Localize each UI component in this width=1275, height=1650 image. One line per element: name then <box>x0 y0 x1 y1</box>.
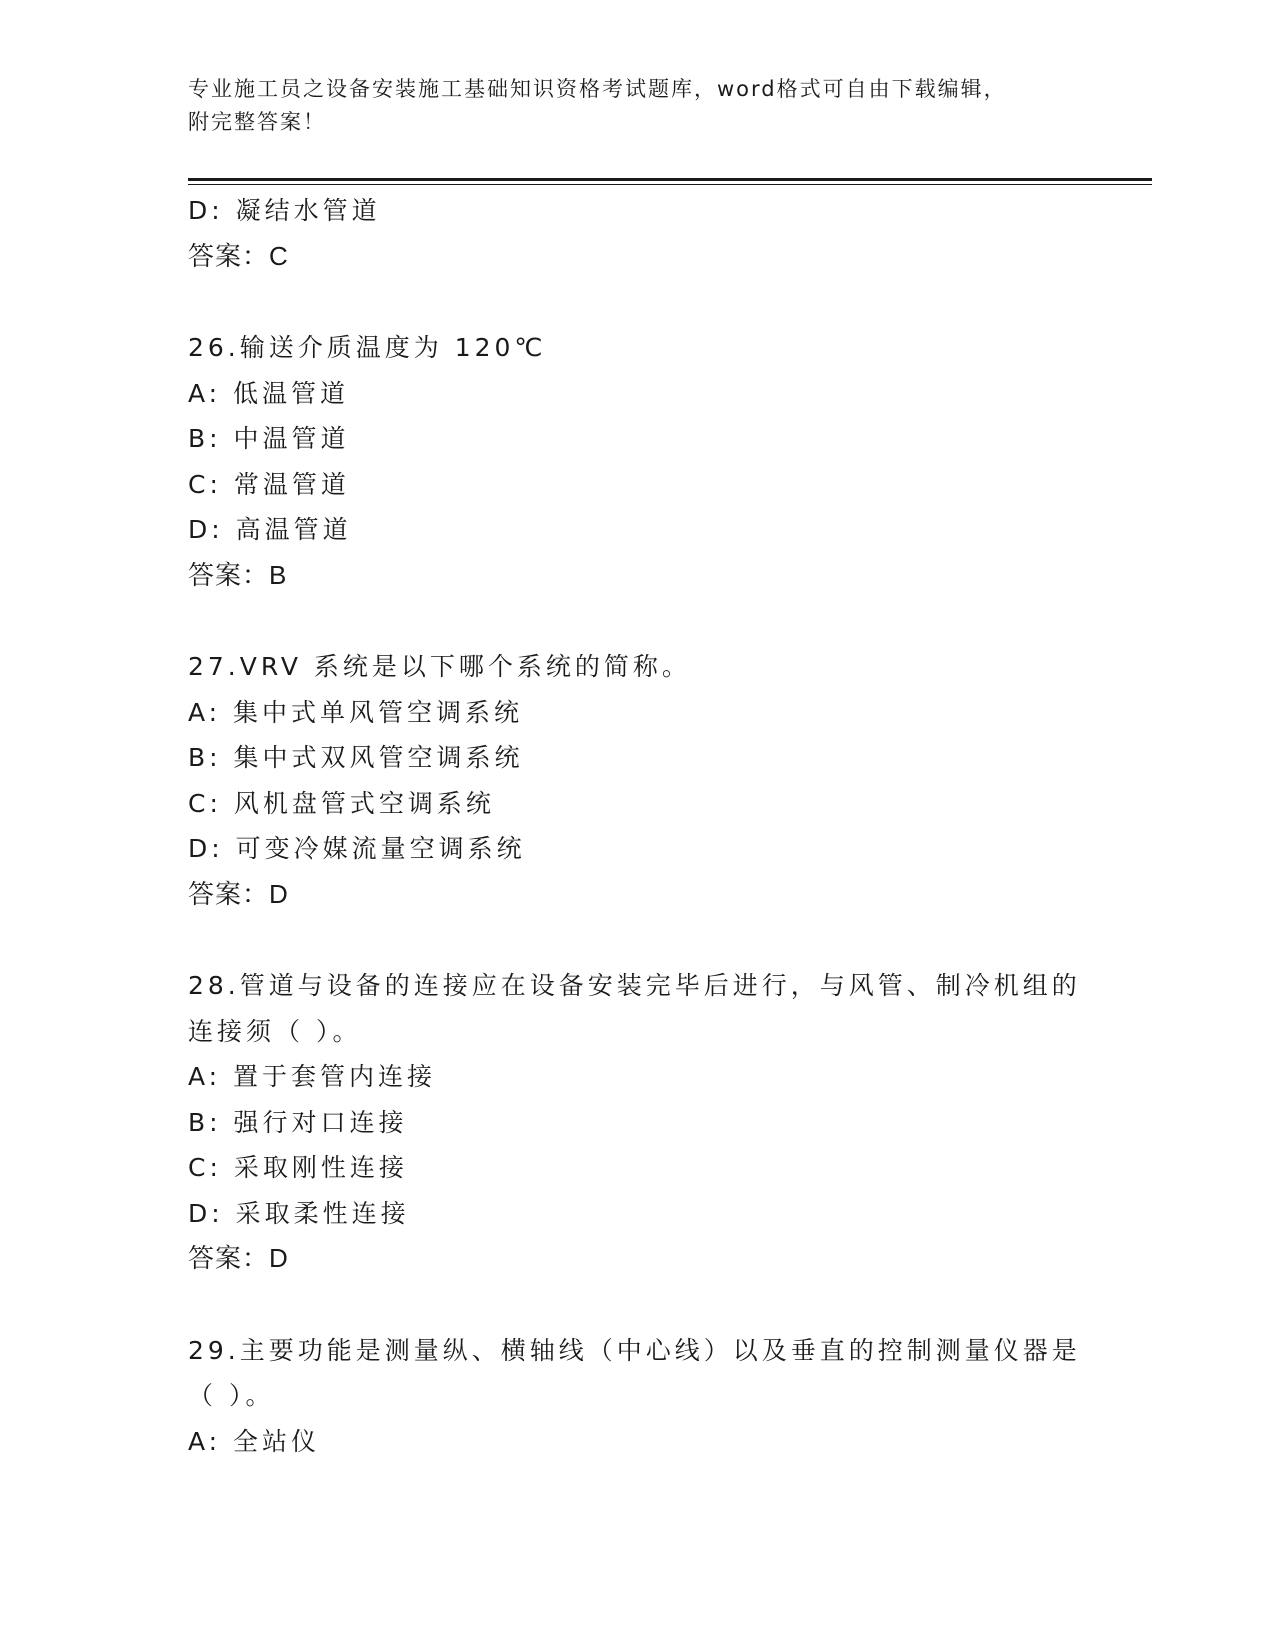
option-c: C: 采取刚性连接 <box>188 1153 408 1182</box>
document-header <box>188 73 1088 139</box>
question-text-line-1: 29.主要功能是测量纵、横轴线（中心线）以及垂直的控制测量仪器是 <box>188 1335 1081 1365</box>
question-block-27 <box>188 644 1088 917</box>
option-a: A: 低温管道 <box>188 378 350 408</box>
option-a: A: 全站仪 <box>188 1426 321 1456</box>
option-b: B: 集中式双风管空调系统 <box>188 743 524 772</box>
option-b: B: 强行对口连接 <box>188 1107 408 1137</box>
question-block-28 <box>188 963 1088 1282</box>
answer: 答案：B <box>188 559 288 590</box>
question-list <box>188 188 1088 1464</box>
question-text-line-2: （ ）。 <box>188 1381 275 1410</box>
header-line-1: 专业施工员之设备安装施工基础知识资格考试题库，word格式可自由下载编辑， <box>188 77 1007 101</box>
question-block-29 <box>188 1328 1088 1465</box>
question-text: 27.VRV 系统是以下哪个系统的简称。 <box>188 652 691 681</box>
question-block-25 <box>188 188 1088 279</box>
header-line-2: 附完整答案！ <box>188 110 326 134</box>
header-divider-thin <box>188 184 1152 185</box>
question-block-26 <box>188 325 1088 598</box>
answer: 答案：C <box>188 240 289 271</box>
option-b: B: 中温管道 <box>188 424 350 453</box>
option-c: C: 风机盘管式空调系统 <box>188 788 495 818</box>
question-text: 26.输送介质温度为 120℃ <box>188 333 547 362</box>
option-a: A: 集中式单风管空调系统 <box>188 697 524 727</box>
option-d: D: 可变冷媒流量空调系统 <box>188 834 526 863</box>
option-d: D: 采取柔性连接 <box>188 1198 410 1228</box>
option-d: D: 凝结水管道 <box>188 196 381 225</box>
option-d: D: 高温管道 <box>188 515 352 544</box>
answer: 答案：D <box>188 878 289 909</box>
question-text-line-2: 连接须（ ）。 <box>188 1016 362 1046</box>
question-text-line-1: 28.管道与设备的连接应在设备安装完毕后进行，与风管、制冷机组的 <box>188 971 1081 1000</box>
header-divider-thick <box>188 178 1152 181</box>
option-a: A: 置于套管内连接 <box>188 1062 437 1091</box>
option-c: C: 常温管道 <box>188 469 350 499</box>
answer: 答案：D <box>188 1243 289 1273</box>
